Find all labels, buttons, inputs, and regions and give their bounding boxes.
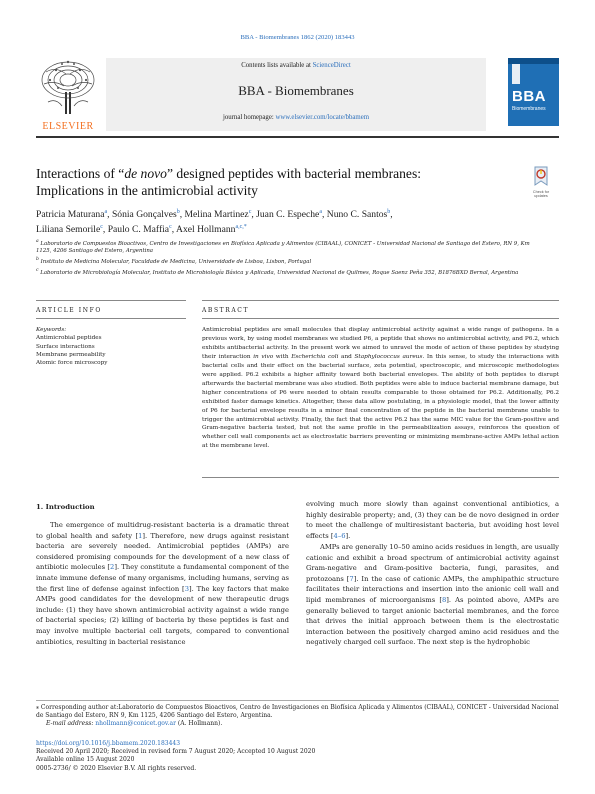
affiliation-text: Instituto de Medicina Molecular, Faculdade de Medicina, Universidade de Lisboa, Lisbon, Portugal <box>38 259 312 265</box>
cover-bar <box>512 64 520 84</box>
text-run: evolving much more slowly than against conventional antibiotics, a highly desirable property; and, (3) they can be de novo designed in order to meet the challenge of multiresistant bacteria, but avoiding host level effects [ <box>306 500 559 540</box>
footnote-rule <box>36 700 559 701</box>
text-run: ]. The key factors that make AMPs good candidates for the development of new therapeutic drugs include: (1) they have shown antimicrobial activity against a wide range of bacterial species; (2) killing of bacteria by these peptides is fast and may involve multiple bacterial cell targets, compared to conventional antibiotics, resulting in bacterial resistance <box>36 584 289 646</box>
reference-link[interactable]: 3 <box>184 584 189 593</box>
keyword-list <box>36 334 186 367</box>
reference-link[interactable]: 1 <box>138 531 143 540</box>
author-name[interactable]: Nuno C. Santos <box>326 209 388 221</box>
affiliation-text: Laboratorio de Compuestos Bioactivos, Centro de Investigaciones en Biofísica Aplicada y Alimentos (CIBAAL), CONICET - Universidad Nacional de Santiago del Estero, RN 9, Km 1125, 4206 Santiago del Estero, Argentina <box>36 240 530 255</box>
article-info-rule-2 <box>36 318 186 319</box>
text-run: The emergence of multidrug-resistant bacteria is a dramatic threat to global health and safety [ <box>36 521 289 540</box>
text-run: ]. Therefore, new drugs against resistant bacteria are severely needed. Antimicrobial peptides (AMPs) are considered promising compounds for the development of a new class of antibiotic molecules [ <box>36 531 289 572</box>
author-name[interactable]: Axel Hollmann <box>176 224 236 236</box>
sciencedirect-link[interactable]: ScienceDirect <box>312 62 351 69</box>
author-separator: , <box>251 209 257 221</box>
author-separator: , <box>179 209 185 221</box>
bookmark-icon <box>532 166 550 186</box>
homepage-link[interactable]: www.elsevier.com/locate/bbamem <box>275 114 370 121</box>
footnote-email-line: E-mail address: nhollmann@conicet.gov.ar (A. Hollmann). <box>46 720 223 728</box>
author-affiliation-mark[interactable]: a,c,* <box>235 224 247 231</box>
affiliation-mark: a <box>36 239 39 244</box>
author-name[interactable]: Patricia Maturana <box>36 209 105 221</box>
keyword: Membrane permeability <box>36 351 106 358</box>
intro-heading: 1. Introduction <box>36 503 95 511</box>
keyword: Surface interactions <box>36 343 95 350</box>
text-run: ]. As pointed above, AMPs are generally believed to target anionic bacterial membranes, and the force that drives the initial approach between them is the electrostatic interaction between the positively charged amino acid residues and the negatively charged cell surface. The next step is the hydrophobic <box>306 595 560 647</box>
journal-citation[interactable]: BBA - Biomembranes 1862 (2020) 183443 <box>240 34 355 41</box>
keyword: Antimicrobial peptides <box>36 335 102 342</box>
journal-name: BBA - Biomembranes <box>238 83 354 98</box>
affiliation-text: Laboratorio de Microbiología Molecular, Instituto de Microbiología Básica y Aplicada, Universidad Nacional de Quilmes, Roque Saenz Peña 352, B1876BXD Bernal, Argentina <box>38 269 519 276</box>
elsevier-logo[interactable] <box>36 58 100 131</box>
cover-subtitle: Biomembranes <box>512 106 546 112</box>
text-run: AMPs are generally 10–50 amino acids residues in length, are usually cationic and exhibit a broad spectrum of antimicrobial activity against Gram-negative and Gram-positive bacteria, fungi, parasites, and protozoans [ <box>306 543 559 583</box>
title-line-1: Interactions of “de novo” designed peptides with bacterial membranes: <box>36 166 422 181</box>
intro-right-paragraph-2 <box>306 542 559 648</box>
intro-right-paragraph-1 <box>306 499 559 541</box>
affiliation-mark: c <box>36 268 39 273</box>
homepage-line: journal homepage: www.elsevier.com/locate/bbamem <box>222 114 370 121</box>
author-name[interactable]: Melina Martinez <box>184 209 249 221</box>
reference-link[interactable]: 8 <box>441 595 447 604</box>
email-link[interactable]: nhollmann@conicet.gov.ar <box>95 720 176 728</box>
abstract-rule <box>202 300 559 301</box>
article-info-rule <box>36 300 186 301</box>
article-title <box>36 165 466 199</box>
author-affiliation-mark[interactable]: a <box>104 209 108 215</box>
author-name[interactable]: Sónia Gonçalves <box>111 209 177 221</box>
affiliation-mark: b <box>36 257 39 263</box>
author-affiliation-mark[interactable]: a <box>319 209 322 215</box>
footnote <box>36 704 559 729</box>
reference-link[interactable]: 4–6 <box>333 531 346 540</box>
keywords-block <box>36 326 186 367</box>
author-name[interactable]: Liliana Semorile <box>36 224 101 236</box>
author-separator: , <box>171 224 177 236</box>
abstract-rule-2 <box>202 318 559 319</box>
contents-line: Contents lists available at ScienceDirect <box>241 62 351 69</box>
affiliation-item <box>36 267 546 277</box>
abstract-text: Antimicrobial peptides are small molecules that display antimicrobial activity against a wide range of pathogens. In a previous work, by using model membranes we studied P6, a peptide that shows no antimicrobial activity, and P6.2, which exhibits antibacterial activity. In the present work we aimed to unravel the mode of action of these peptides by studying their interaction in vivo with Escherichia coli and Staphylococcus aureus. In this sense, to study the interactions with bacterial cells and their effect on the bacterial surface, zeta potential, spectroscopic, and microscopic methodologies were applied. P6.2 exhibits a higher affinity toward both bacterial envelopes. The ability of both peptides to disrupt afterwards the bacterial membrane was also studied. Both peptides were able to induce bacterial membrane damage, but higher concentrations of P6 were needed to obtain results comparable to those obtained for P6.2. Additionally, P6.2 exhibited faster damage kinetics. Altogether, these data allow postulating, in a physiologic model, that the lower affinity of P6 for bacterial envelope results in a minor final concentration of the peptide in the bacterial membrane unable to trigger the antimicrobial activity. Finally, the fact that the active P6.2 has the same MIC value for the Gram-positive and Gram-negative bacteria tested, but not the same profile in the permeabilization assays, reinforces the question of whether cell wall components act as electrostatic barriers preventing or minimizing membrane-active AMPs lethal action at the membrane level. <box>202 327 559 450</box>
available-online: Available online 15 August 2020 <box>36 756 135 764</box>
author-affiliation-mark[interactable]: b <box>176 209 180 215</box>
reference-link[interactable]: 7 <box>349 574 354 583</box>
author-list <box>36 206 486 236</box>
author-name[interactable]: Juan C. Espeche <box>256 209 320 221</box>
author-affiliation-mark[interactable]: b <box>387 209 391 215</box>
banner-center <box>106 58 486 131</box>
author-separator: , <box>390 209 393 221</box>
journal-banner <box>36 58 559 131</box>
author-affiliation-mark[interactable]: c <box>248 209 252 215</box>
doi-link[interactable]: https://doi.org/10.1016/j.bbamem.2020.183443 <box>36 740 181 747</box>
keyword: Atomic force microscopy <box>36 360 108 367</box>
author-separator: , <box>321 209 327 221</box>
elsevier-wordmark: ELSEVIER <box>42 121 94 132</box>
reference-link[interactable]: 2 <box>110 563 115 572</box>
author-separator: , <box>102 224 108 236</box>
tree-icon <box>36 58 100 116</box>
text-run: ]. In the case of cationic AMPs, the amphipathic structure facilitates their interactions and insertion into the anionic cell wall and lipid membranes of microorganisms [ <box>306 574 560 604</box>
abstract-heading: ABSTRACT <box>202 307 250 314</box>
author-name[interactable]: Paulo C. Maffia <box>107 224 170 236</box>
author-affiliation-mark[interactable]: c <box>169 224 172 231</box>
intro-left-column <box>36 520 289 647</box>
journal-cover[interactable] <box>508 58 559 126</box>
text-run: ]. They constitute a fundamental component of the innate immune defense of many organisms, including humans, serving as the first line of defense against infection [ <box>36 563 289 593</box>
keywords-label: Keywords: <box>36 327 67 333</box>
cover-title: BBA <box>512 88 546 105</box>
affiliation-item <box>36 238 546 256</box>
article-history <box>36 740 336 773</box>
text-run: ]. <box>345 531 351 540</box>
article-info-heading: ARTICLE INFO <box>36 307 102 314</box>
received-dates: Received 20 April 2020; Received in revised form 7 August 2020; Accepted 10 August 2020 <box>36 748 316 756</box>
author-affiliation-mark[interactable]: c <box>100 224 103 231</box>
abstract-bottom-rule <box>202 477 559 478</box>
check-for-updates-button[interactable]: Check for updates <box>527 166 555 199</box>
copyright: 0005-2736/ © 2020 Elsevier B.V. All rights reserved. <box>36 764 197 772</box>
affiliations <box>36 238 546 278</box>
header-rule <box>36 136 559 138</box>
footnote-corresponding: ⁎ Corresponding author at:Laboratorio de Compuestos Bioactivos, Centro de Investigaciones en Biofísica Aplicada y Alimentos (CIBAAL), CONICET - Universidad Nacional de Santiago del Estero, RN 9, Km 1125, 4206 Santiago del Estero, Argentina. <box>36 704 559 720</box>
affiliation-item <box>36 256 546 266</box>
title-line-2: Implications in the antimicrobial activity <box>36 183 258 198</box>
author-separator: , <box>107 209 112 221</box>
